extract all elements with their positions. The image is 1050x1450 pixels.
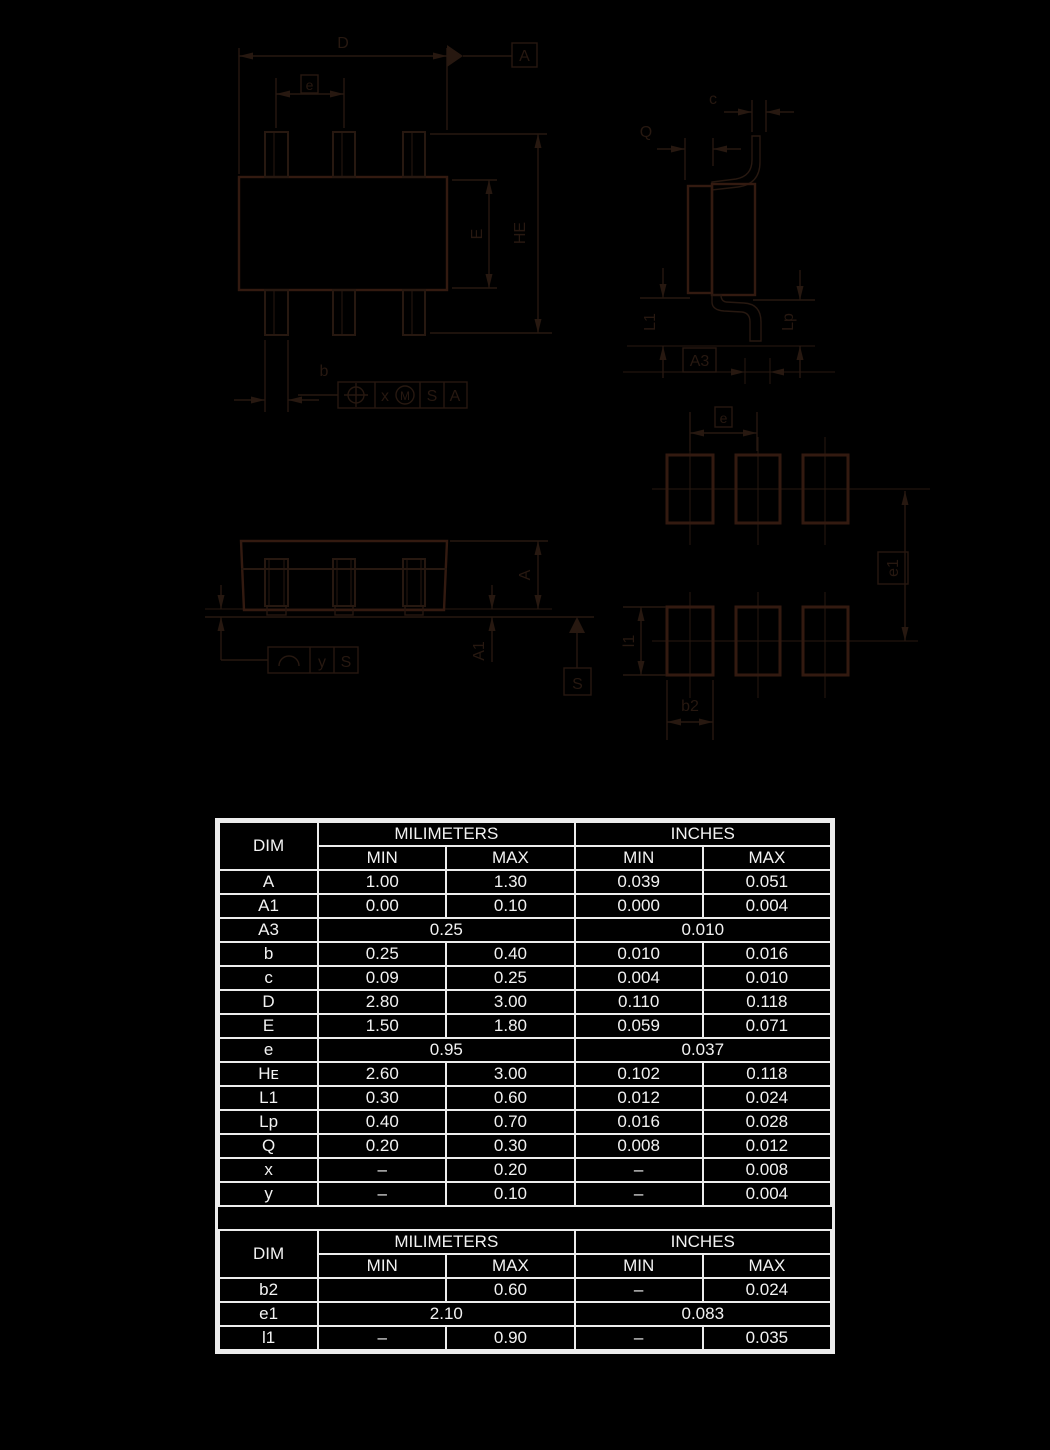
dim-cell: Hᴇ — [219, 1062, 318, 1086]
mm-max-cell: 0.30 — [446, 1134, 574, 1158]
in-min-cell: – — [575, 1182, 703, 1206]
in-max-cell: 0.051 — [703, 870, 831, 894]
mm-min-cell: 1.50 — [318, 1014, 446, 1038]
table-row — [219, 1062, 831, 1086]
dim-land-l1-label: l1 — [621, 634, 638, 648]
mm-max-header: MAX — [446, 1254, 574, 1278]
table-header-row — [219, 822, 831, 846]
datum-a-label: A — [519, 48, 530, 65]
table-row — [219, 1134, 831, 1158]
datum-triangle-icon — [569, 617, 585, 633]
dim-cell: l1 — [219, 1326, 318, 1350]
table-row — [219, 870, 831, 894]
in-max-cell: 0.008 — [703, 1158, 831, 1182]
dim-b-label: b — [319, 363, 329, 380]
mm-max-cell: 0.70 — [446, 1110, 574, 1134]
dim-cell: Lp — [219, 1110, 318, 1134]
in-max-cell: 0.004 — [703, 1182, 831, 1206]
table-row — [219, 1278, 831, 1302]
in-min-cell: 0.008 — [575, 1134, 703, 1158]
mm-min-cell: 0.40 — [318, 1110, 446, 1134]
in-max-cell: 0.010 — [703, 966, 831, 990]
in-min-cell: – — [575, 1278, 703, 1302]
dim-e1-label: e1 — [885, 559, 902, 577]
in-min-header: MIN — [575, 846, 703, 870]
land-pattern-table — [218, 1229, 832, 1351]
inches-header-cell: INCHES — [575, 1230, 831, 1254]
in-min-cell: 0.016 — [575, 1110, 703, 1134]
mm-max-cell: 0.40 — [446, 942, 574, 966]
mm-min-cell — [318, 1278, 446, 1302]
mm-min-header: MIN — [318, 846, 446, 870]
mm-min-cell: – — [318, 1158, 446, 1182]
mm-span-cell: 0.95 — [318, 1038, 574, 1062]
table-header-row — [219, 1230, 831, 1254]
mm-min-cell: 2.60 — [318, 1062, 446, 1086]
dim-e-label: e — [305, 77, 314, 93]
in-max-cell: 0.024 — [703, 1086, 831, 1110]
dim-c-label: c — [709, 91, 717, 108]
in-max-header: MAX — [703, 846, 831, 870]
in-span-cell: 0.010 — [575, 918, 831, 942]
mm-max-cell: 0.60 — [446, 1278, 574, 1302]
mm-min-cell: 1.00 — [318, 870, 446, 894]
table-gap — [218, 1207, 832, 1229]
top-pins — [265, 132, 425, 177]
mm-min-cell: 0.25 — [318, 942, 446, 966]
side-view-drawing — [623, 91, 835, 384]
in-max-cell: 0.035 — [703, 1326, 831, 1350]
table-row — [219, 1014, 831, 1038]
table-row — [219, 1182, 831, 1206]
mm-header-cell: MILIMETERS — [318, 822, 574, 846]
fcf-m-label: M — [400, 389, 410, 403]
in-min-cell: – — [575, 1158, 703, 1182]
mm-max-cell: 0.10 — [446, 1182, 574, 1206]
table-row — [219, 918, 831, 942]
dim-header-cell: DIM — [219, 822, 318, 870]
dim-cell: c — [219, 966, 318, 990]
in-min-cell: 0.000 — [575, 894, 703, 918]
bottom-lead — [712, 295, 761, 341]
in-max-cell: 0.118 — [703, 990, 831, 1014]
dim-cell: y — [219, 1182, 318, 1206]
table-row — [219, 990, 831, 1014]
package-body — [239, 177, 447, 290]
in-max-cell: 0.024 — [703, 1278, 831, 1302]
dim-cell: x — [219, 1158, 318, 1182]
in-max-cell: 0.012 — [703, 1134, 831, 1158]
position-symbol-icon — [344, 383, 368, 407]
dimension-tables-container — [215, 818, 835, 1354]
dim-E-label: E — [469, 228, 486, 240]
in-min-cell: 0.110 — [575, 990, 703, 1014]
mm-min-cell: 2.80 — [318, 990, 446, 1014]
dim-header-cell: DIM — [219, 1230, 318, 1278]
mm-max-cell: 0.20 — [446, 1158, 574, 1182]
fcf-s2-label: S — [340, 654, 352, 671]
seating-plane-tolerance-frame — [268, 647, 358, 673]
mm-max-header: MAX — [446, 846, 574, 870]
dim-cell: A — [219, 870, 318, 894]
dim-cell: A3 — [219, 918, 318, 942]
mm-max-cell: 1.30 — [446, 870, 574, 894]
mm-max-cell: 3.00 — [446, 990, 574, 1014]
in-max-cell: 0.028 — [703, 1110, 831, 1134]
dim-lp-label: Lp — [780, 313, 797, 331]
table-row — [219, 894, 831, 918]
table-row — [219, 1038, 831, 1062]
dim-cell: e1 — [219, 1302, 318, 1326]
dim-q-label: Q — [639, 124, 653, 141]
fcf-x-label: x — [381, 388, 389, 405]
dim-a1-label: A1 — [471, 641, 488, 661]
table-row — [219, 942, 831, 966]
table-row — [219, 966, 831, 990]
dim-cell: b — [219, 942, 318, 966]
top-lead — [712, 136, 760, 190]
in-max-cell: 0.118 — [703, 1062, 831, 1086]
in-max-cell: 0.004 — [703, 894, 831, 918]
dim-cell: e — [219, 1038, 318, 1062]
mm-min-cell: 0.09 — [318, 966, 446, 990]
mm-min-cell: – — [318, 1182, 446, 1206]
mm-min-cell: 0.00 — [318, 894, 446, 918]
in-min-cell: 0.039 — [575, 870, 703, 894]
in-min-cell: 0.010 — [575, 942, 703, 966]
table-row — [219, 1086, 831, 1110]
mm-max-cell: 0.90 — [446, 1326, 574, 1350]
dim-a3-label: A3 — [689, 353, 710, 370]
dim-d-label: D — [337, 35, 349, 52]
mm-header-cell: MILIMETERS — [318, 1230, 574, 1254]
front-view-drawing — [205, 541, 594, 695]
table-row — [219, 1110, 831, 1134]
in-max-header: MAX — [703, 1254, 831, 1278]
table-row — [219, 1158, 831, 1182]
dim-cell: L1 — [219, 1086, 318, 1110]
mm-max-cell: 0.10 — [446, 894, 574, 918]
side-body-left — [688, 186, 712, 293]
table-row — [219, 1302, 831, 1326]
in-max-cell: 0.016 — [703, 942, 831, 966]
table-row — [219, 1326, 831, 1350]
datum-s-label: S — [572, 676, 583, 693]
in-min-cell: 0.012 — [575, 1086, 703, 1110]
dim-he-label: HE — [512, 221, 529, 245]
front-leads — [265, 559, 425, 615]
mm-min-cell: 0.20 — [318, 1134, 446, 1158]
top-view-drawing — [234, 35, 552, 412]
mm-max-cell: 1.80 — [446, 1014, 574, 1038]
land-pattern-drawing — [621, 407, 930, 740]
in-min-cell: 0.059 — [575, 1014, 703, 1038]
in-min-cell: 0.102 — [575, 1062, 703, 1086]
dim-cell: A1 — [219, 894, 318, 918]
mm-min-cell: 0.30 — [318, 1086, 446, 1110]
dim-cell: D — [219, 990, 318, 1014]
dim-a-label: A — [517, 569, 534, 581]
position-tolerance-frame — [338, 382, 467, 408]
fcf-s-label: S — [426, 388, 438, 405]
in-span-cell: 0.083 — [575, 1302, 831, 1326]
in-min-cell: – — [575, 1326, 703, 1350]
in-max-cell: 0.071 — [703, 1014, 831, 1038]
dim-l1-label: L1 — [642, 313, 659, 331]
in-min-cell: 0.004 — [575, 966, 703, 990]
mm-max-cell: 3.00 — [446, 1062, 574, 1086]
mm-min-cell: – — [318, 1326, 446, 1350]
mm-min-header: MIN — [318, 1254, 446, 1278]
mm-max-cell: 0.25 — [446, 966, 574, 990]
front-body — [241, 541, 447, 610]
dim-cell: Q — [219, 1134, 318, 1158]
in-span-cell: 0.037 — [575, 1038, 831, 1062]
section-arrow-icon — [447, 45, 463, 67]
fcf-y-label: y — [318, 654, 326, 671]
side-body-right — [712, 184, 755, 295]
profile-arc-icon — [279, 656, 299, 666]
dim-b2-label: b2 — [681, 698, 699, 715]
fcf-a-label: A — [449, 388, 461, 405]
dimension-table — [218, 821, 832, 1207]
dim-cell: E — [219, 1014, 318, 1038]
in-min-header: MIN — [575, 1254, 703, 1278]
bottom-pins — [265, 290, 425, 335]
mm-span-cell: 2.10 — [318, 1302, 574, 1326]
inches-header-cell: INCHES — [575, 822, 831, 846]
mm-span-cell: 0.25 — [318, 918, 574, 942]
dim-cell: b2 — [219, 1278, 318, 1302]
mm-max-cell: 0.60 — [446, 1086, 574, 1110]
dim-e-land-label: e — [719, 410, 728, 426]
